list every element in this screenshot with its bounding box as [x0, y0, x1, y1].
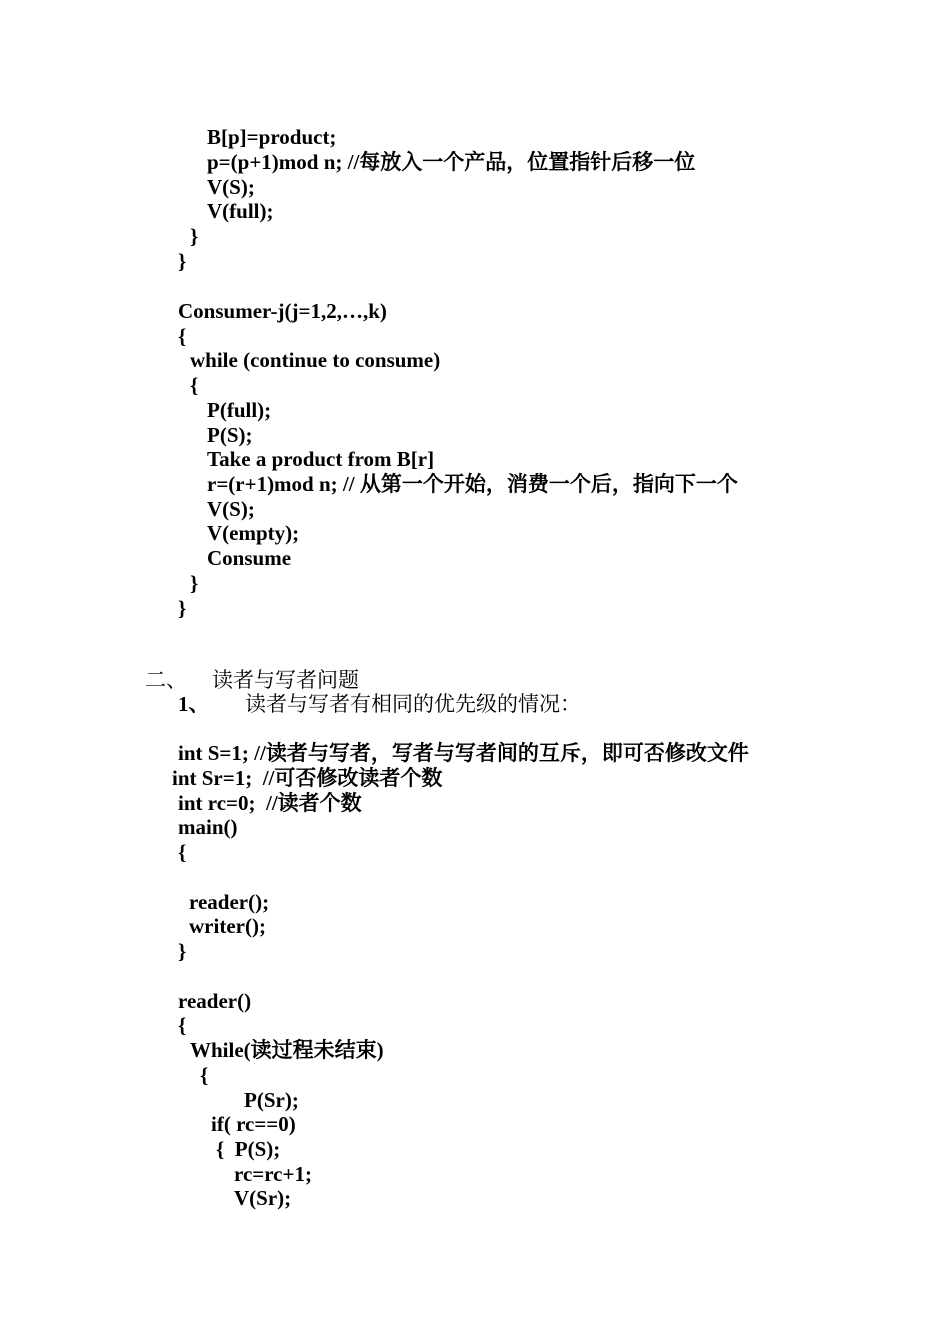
code-line: { — [178, 840, 187, 864]
subsection-title: 读者与写者有相同的优先级的情况： — [245, 692, 581, 716]
code-line: V(full); — [207, 199, 274, 223]
code-line: P(Sr); — [244, 1088, 299, 1112]
section-title: 读者与写者问题 — [212, 668, 359, 692]
code-line: } — [190, 224, 199, 248]
code-line: { — [190, 373, 199, 397]
code-line: { P(S); — [216, 1137, 281, 1161]
code-line: V(S); — [207, 175, 255, 199]
code-line: While(读过程未结束) — [190, 1038, 384, 1062]
code-line: B[p]=product; — [207, 125, 337, 149]
code-line: rc=rc+1; — [234, 1162, 312, 1186]
code-line: Take a product from B[r] — [207, 447, 435, 471]
code-line: P(S); — [207, 423, 253, 447]
code-line: } — [178, 596, 187, 620]
code-line: { — [178, 1013, 187, 1037]
code-line: V(Sr); — [234, 1186, 292, 1210]
code-line: V(S); — [207, 497, 255, 521]
code-line: Consume — [207, 546, 292, 570]
code-line: Consumer-j(j=1,2,…,k) — [178, 299, 387, 323]
code-line: r=(r+1)mod n; // 从第一个开始，消费一个后，指向下一个 — [207, 472, 738, 496]
subsection-number: 1、 — [178, 692, 210, 716]
code-line: V(empty); — [207, 521, 300, 545]
section-number: 二、 — [145, 668, 187, 692]
code-line: } — [178, 249, 187, 273]
code-line: } — [190, 571, 199, 595]
code-line: int Sr=1; //可否修改读者个数 — [172, 766, 443, 790]
code-line: int S=1; //读者与写者，写者与写者间的互斥，即可否修改文件 — [178, 741, 749, 765]
code-line: if( rc==0) — [211, 1112, 296, 1136]
code-line: reader() — [178, 989, 252, 1013]
code-line: } — [178, 939, 187, 963]
code-line: int rc=0; //读者个数 — [178, 791, 362, 815]
code-line: while (continue to consume) — [190, 348, 441, 372]
code-line: { — [200, 1063, 209, 1087]
code-line: main() — [178, 815, 238, 839]
code-line: p=(p+1)mod n; //每放入一个产品，位置指针后移一位 — [207, 150, 696, 174]
code-line: writer(); — [189, 914, 266, 938]
code-line: P(full); — [207, 398, 272, 422]
code-line: { — [178, 324, 187, 348]
code-line: reader(); — [189, 890, 270, 914]
